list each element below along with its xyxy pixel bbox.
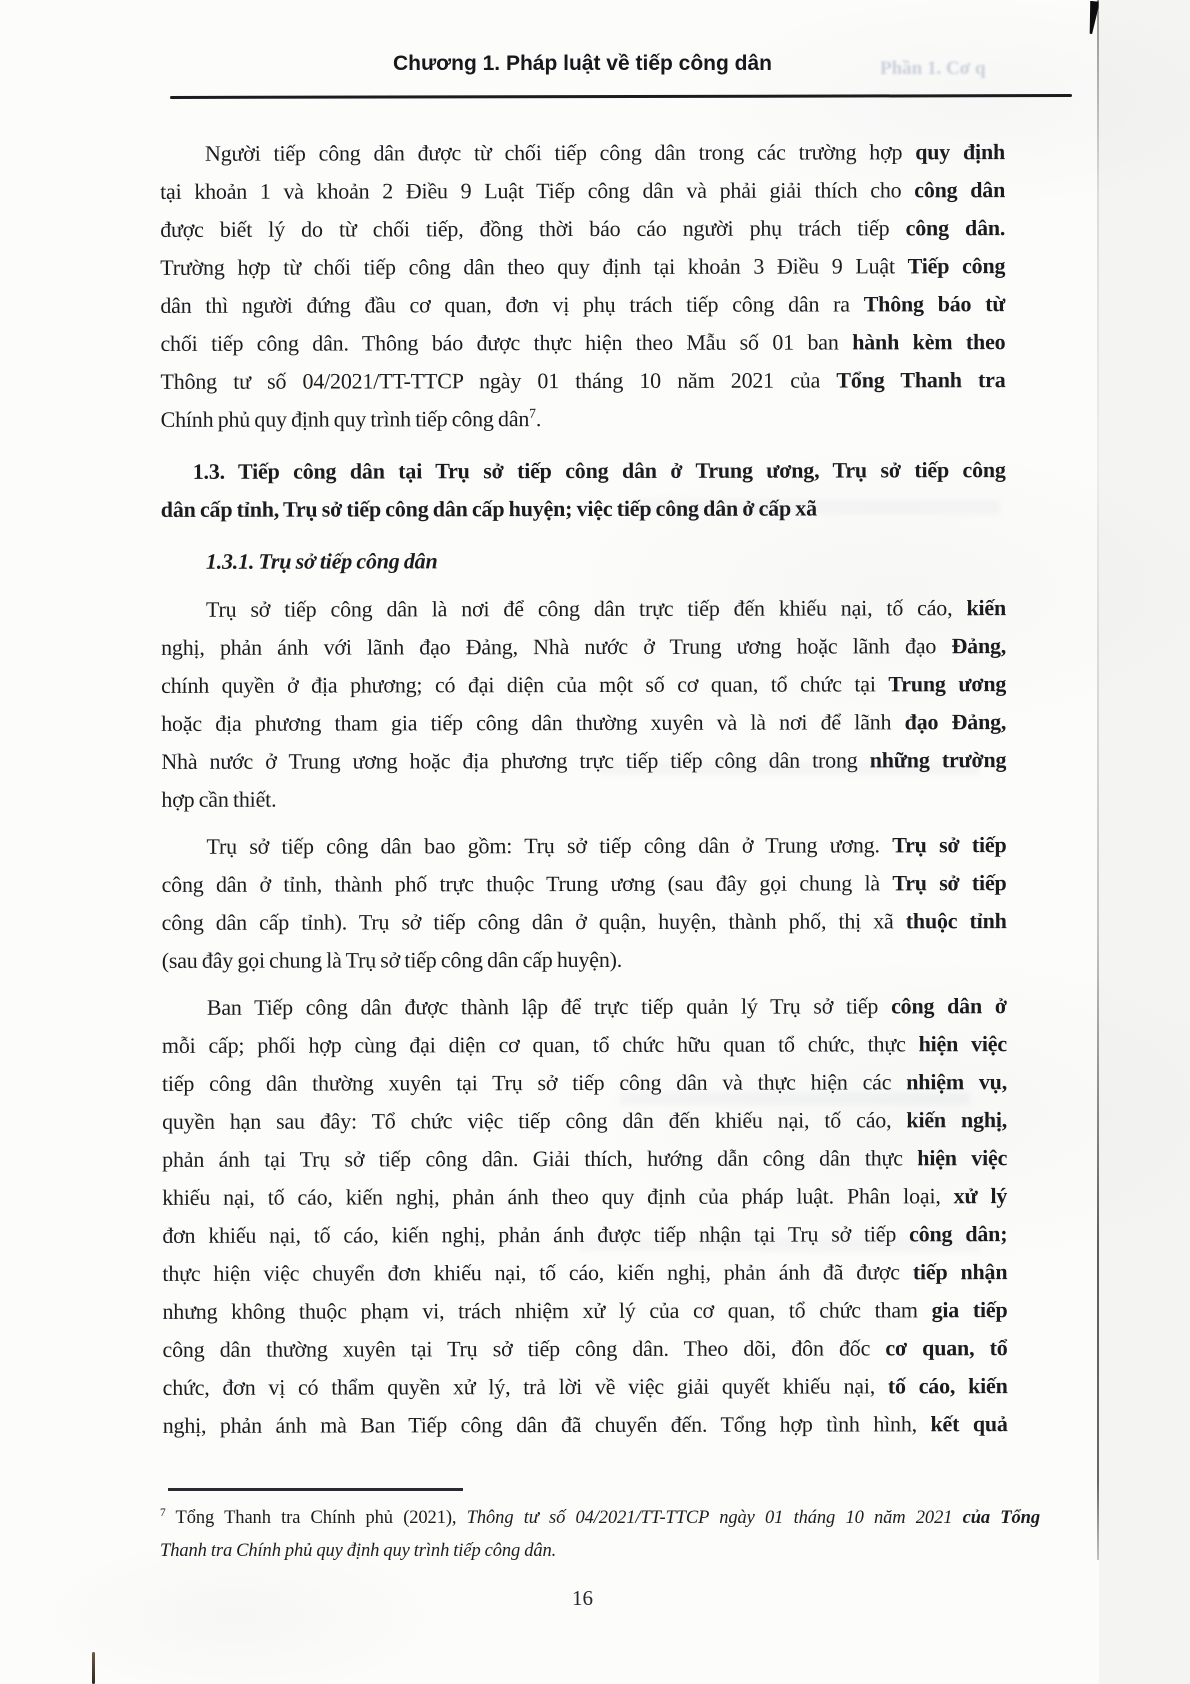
text-segment: Trụ sở tiếp công dân là nơi để công dân trực tiếp đến khiếu nại, tố cáo, — [205, 595, 967, 622]
text-segment: của Tổng — [962, 1508, 1040, 1528]
text-segment: tiếp công dân thường xuyên tại Trụ sở tiếp công dân và thực hiện các — [161, 1069, 907, 1096]
paragraph — [162, 987, 1008, 1445]
text-line — [162, 1291, 1007, 1331]
text-segment: dân thì người đứng đầu cơ quan, đơn vị phụ trách tiếp công dân ra — [160, 291, 864, 318]
text-segment: nhưng không thuộc phạm vi, trách nhiệm xử lý của cơ quan, tổ chức tham — [162, 1297, 932, 1324]
paragraph — [160, 133, 1006, 439]
text-segment: 1.3.1. Trụ sở tiếp công dân — [205, 548, 438, 574]
text-segment: tố cáo, kiến — [887, 1373, 1008, 1399]
text-segment: Thông tư số 04/2021/TT-TTCP ngày 01 tháng 10 năm 2021 — [466, 1508, 963, 1528]
text-segment: quy định — [915, 139, 1006, 165]
text-segment: hiện việc — [918, 1031, 1007, 1057]
text-segment: xử lý — [953, 1183, 1008, 1209]
text-segment: Chính phủ quy định quy trình tiếp công dân — [160, 406, 530, 432]
footnote-line — [160, 1535, 1040, 1568]
text-segment: công dân — [914, 177, 1006, 203]
text-segment: gia tiếp — [931, 1297, 1008, 1323]
text-segment: Thông tư số 04/2021/TT-TTCP ngày 01 tháng 10 năm 2021 của — [160, 367, 837, 394]
text-segment: khiếu nại, tố cáo, kiến nghị, phản ánh theo quy định của pháp luật. Phân loại, — [162, 1183, 954, 1210]
text-line — [160, 171, 1005, 211]
text-line — [163, 1405, 1008, 1445]
text-line — [160, 133, 1005, 173]
text-line — [161, 779, 1006, 819]
text-line — [162, 1101, 1007, 1141]
text-line — [162, 940, 1007, 980]
text-segment: hiện việc — [917, 1145, 1008, 1171]
text-line — [163, 1367, 1008, 1407]
text-segment: công dân. — [905, 215, 1006, 241]
text-segment: hoặc địa phương tham gia tiếp công dân thường xuyên và là nơi để lãnh — [161, 709, 905, 736]
text-segment: kiến nghị, — [906, 1107, 1008, 1133]
text-segment: Nhà nước ở Trung ương hoặc địa phương trực tiếp tiếp công dân trong — [161, 747, 870, 774]
text-segment: Người tiếp công dân được từ chối tiếp công dân trong các trường hợp — [205, 139, 916, 166]
text-line — [160, 323, 1005, 363]
text-segment: mỗi cấp; phối hợp cùng đại diện cơ quan, tổ chức hữu quan tổ chức, thực — [161, 1031, 919, 1058]
text-segment: đơn khiếu nại, tố cáo, kiến nghị, phản ánh được tiếp nhận tại Trụ sở tiếp — [162, 1221, 910, 1248]
text-line — [161, 489, 1006, 529]
text-column — [160, 133, 1008, 1445]
text-segment: Trụ sở tiếp — [892, 832, 1007, 858]
text-segment: Trụ sở tiếp — [892, 870, 1007, 896]
footnote-rule — [168, 1488, 463, 1491]
text-segment: nhiệm vụ, — [906, 1069, 1008, 1095]
text-segment: cơ quan, tổ — [885, 1335, 1008, 1361]
text-line — [161, 541, 1006, 581]
text-line — [161, 665, 1006, 705]
text-segment: hợp cần thiết. — [161, 786, 277, 812]
text-line — [160, 361, 1005, 401]
text-segment: quyền hạn sau đây: Tổ chức việc tiếp công dân đến khiếu nại, tố cáo, — [162, 1107, 907, 1134]
text-segment: tại khoản 1 và khoản 2 Điều 9 Luật Tiếp công dân và phải giải thích cho — [160, 177, 915, 204]
text-segment: dân cấp tỉnh, Trụ sở tiếp công dân cấp huyện; việc tiếp công dân ở cấp xã — [160, 495, 817, 522]
bottom-left-mark — [92, 1652, 95, 1684]
text-segment: 7 — [529, 405, 536, 421]
text-segment: 1.3. Tiếp công dân tại Trụ sở tiếp công dân ở Trung ương, Trụ sở tiếp công — [192, 457, 1006, 484]
text-segment: thuộc tỉnh — [905, 908, 1007, 934]
text-segment: thực hiện việc chuyển đơn khiếu nại, tố cáo, kiến nghị, phản ánh đã được — [162, 1259, 913, 1286]
page-number: 16 — [572, 1586, 593, 1610]
text-line — [161, 451, 1006, 491]
text-segment: kết quả — [930, 1411, 1008, 1437]
text-segment: (sau đây gọi chung là Trụ sở tiếp công dân cấp huyện). — [161, 946, 623, 973]
text-segment: công dân ở tỉnh, thành phố trực thuộc Trung ương (sau đây gọi chung là — [161, 870, 893, 897]
text-line — [161, 826, 1006, 866]
text-segment: Tiếp công — [907, 253, 1006, 279]
text-line — [162, 902, 1007, 942]
text-segment: Đảng, — [951, 633, 1007, 659]
text-line — [162, 1063, 1007, 1103]
text-line — [162, 1253, 1007, 1293]
text-line — [162, 864, 1007, 904]
ghost-bleed-text: Phần 1. Cơ q — [880, 58, 986, 79]
text-line — [162, 1177, 1007, 1217]
text-segment: kiến — [966, 595, 1007, 621]
text-segment: công dân cấp tỉnh). Trụ sở tiếp công dân ở quận, huyện, thành phố, thị xã — [161, 908, 906, 935]
text-segment: phản ánh tại Trụ sở tiếp công dân. Giải thích, hướng dẫn công dân thực — [162, 1145, 918, 1172]
paragraph — [161, 826, 1006, 980]
text-segment: Trụ sở tiếp công dân bao gồm: Trụ sở tiếp công dân ở Trung ương. — [206, 832, 893, 859]
header-rule — [170, 94, 1072, 99]
text-line — [161, 703, 1006, 743]
text-line — [161, 627, 1006, 667]
text-segment: hành kèm theo — [852, 329, 1006, 355]
text-line — [160, 247, 1005, 287]
paragraph — [161, 589, 1006, 819]
text-line — [160, 285, 1005, 325]
text-segment: chức, đơn vị có thẩm quyền xử lý, trả lời về việc giải quyết khiếu nại, — [162, 1373, 888, 1400]
text-segment: chối tiếp công dân. Thông báo được thực hiện theo Mẫu số 01 ban — [160, 329, 853, 356]
text-line — [163, 1329, 1008, 1369]
footnote-text — [160, 1502, 1040, 1568]
text-segment: tiếp nhận — [912, 1259, 1008, 1285]
text-segment: Thông báo từ — [863, 291, 1006, 317]
text-segment: được biết lý do từ chối tiếp, đồng thời báo cáo người phụ trách tiếp — [160, 215, 906, 242]
text-segment: . — [535, 406, 542, 432]
text-segment: Tổng Thanh tra Chính phủ (2021), — [165, 1508, 467, 1528]
text-line — [162, 987, 1007, 1027]
text-segment: công dân ở — [891, 993, 1007, 1019]
text-line — [160, 209, 1005, 249]
text-segment: đạo Đảng, — [904, 709, 1007, 735]
text-line — [162, 1139, 1007, 1179]
section-heading — [161, 451, 1006, 529]
footnote-line — [160, 1502, 1040, 1535]
text-segment: công dân thường xuyên tại Trụ sở tiếp công dân. Theo dõi, đôn đốc — [162, 1335, 886, 1362]
subsection-heading — [161, 541, 1006, 581]
page-header-title: Chương 1. Pháp luật về tiếp công dân — [392, 52, 772, 75]
text-segment: Ban Tiếp công dân được thành lập để trực tiếp quản lý Trụ sở tiếp — [206, 993, 892, 1020]
text-line — [162, 1215, 1007, 1255]
text-segment: 7 — [160, 1506, 166, 1519]
text-segment: chính quyền ở địa phương; có đại diện của một số cơ quan, tổ chức tại — [161, 671, 889, 698]
text-segment: nghị, phản ánh mà Ban Tiếp công dân đã chuyển đến. Tổng hợp tình hình, — [162, 1411, 931, 1438]
text-segment: Trường hợp từ chối tiếp công dân theo quy định tại khoản 3 Điều 9 Luật — [160, 253, 908, 280]
text-segment: công dân; — [909, 1221, 1008, 1247]
text-line — [161, 399, 1006, 439]
text-segment: Tổng Thanh tra — [836, 367, 1006, 393]
text-line — [162, 1025, 1007, 1065]
text-segment: Thanh tra Chính phủ quy định quy trình tiếp công dân. — [160, 1541, 557, 1561]
text-line — [161, 589, 1006, 629]
text-segment: nghị, phản ánh với lãnh đạo Đảng, Nhà nước ở Trung ương hoặc lãnh đạo — [161, 633, 952, 660]
text-segment: Trung ương — [888, 671, 1007, 697]
page-edge-shade — [1099, 0, 1190, 1684]
text-line — [161, 741, 1006, 781]
text-segment: những trường — [869, 747, 1007, 773]
